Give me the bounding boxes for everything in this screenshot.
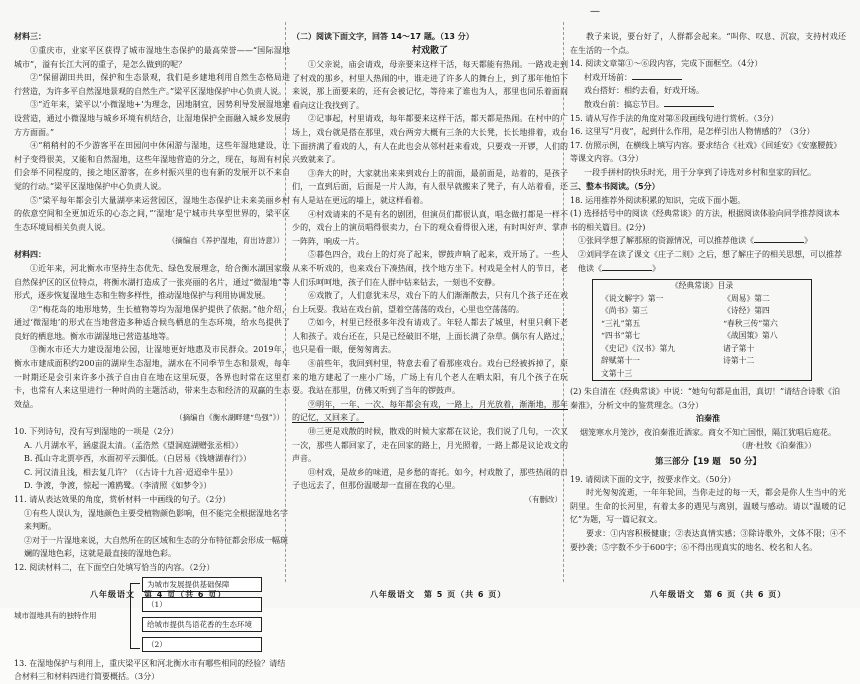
material-3-title: 材料三： bbox=[14, 32, 46, 41]
poem-lines: 烟笼寒水月笼沙，夜泊秦淮近酒家。商女不知亡国恨，隔江犹唱后庭花。 bbox=[580, 427, 836, 437]
answer-blank[interactable] bbox=[632, 71, 682, 80]
q14-line: 村戏开场前： bbox=[570, 71, 846, 85]
q14-line: 散戏台前：搞忘节目。 bbox=[570, 98, 846, 112]
toc-row bbox=[593, 330, 812, 343]
question-13: 13. 在湿地保护与利用上，重庆梁平区和河北衡水市有哪些相同的经验？请结合材料三和材料四进行简要概括。（3分） bbox=[14, 658, 286, 682]
diagram-box: 给城市提供鸟语花香的生态环境 bbox=[142, 617, 262, 632]
toc-entry: 《诗经》第四 bbox=[723, 306, 770, 316]
question-14: 14. 阅读文章第①～⑥段内容，完成下面框空。（4分） bbox=[570, 59, 763, 69]
q11-sentence-1: ①有些人误认为，湿地颜色主要受植物颜色影响，但不能完全根据湿地名字来判断。 bbox=[24, 508, 288, 532]
material-3-para: ⑤“梁平每年都会引大量湖亭来运营园区，湿地生态保护让未来美丽乡村的依意空间和全更加近乐的心态之间，”‘湿地’是宁城市共享型世界的，梁平区生态环境局相关负责人说。 bbox=[14, 195, 290, 232]
toc-entry: 《尚书》第三 bbox=[601, 306, 648, 316]
article-para: ⑩三更是戏散的时候，散戏的时候大家都在议论，我们说了几句，一次又一次，那些人都回家了，走在回家的路上，月光照着，一路上都是议论戏文的声音。 bbox=[292, 427, 568, 464]
article-para: ⑥戏散了，人们意犹未尽，戏台下的人们渐渐散去，只有几个孩子还在戏台上玩耍。我站在戏台前，望着空荡荡的戏台，心里也空荡荡的。 bbox=[292, 291, 568, 314]
q10-option-d: D. 争渡，争渡，惊起一滩鸥鹭。（李清照《如梦令》） bbox=[24, 481, 212, 491]
diagram-box-blank-1[interactable]: （1） bbox=[142, 597, 262, 612]
toc-entry: 《周易》第二 bbox=[723, 293, 770, 303]
q10-option-b: B. 孤山寺北贾亭西，水面初平云脚低。（白居易《钱塘湖春行》） bbox=[24, 454, 251, 464]
material-4-para: ③衡水市还大力建设湿地公园，让湿地更好地惠及市民群众。2019年，衡水市建成面积约200亩的湖岸生态湿地，湖水在不同季节生态和景观，每年一时期还是会引来许多小孩子自由自在地在这里玩耍，各界也时常在这里打卡，也常有人来这里进行一种时尚的主题活动，带来生态和经济的双赢的生态效益。 bbox=[14, 345, 290, 409]
section-3-title: 三、整本书阅读。（5分） bbox=[570, 181, 660, 191]
question-12: 12. 阅读材料二，在下面空白处填写恰当的内容。（2分） bbox=[14, 562, 215, 572]
page-footer: 八年级语文 第 5 页（共 6 页） bbox=[370, 590, 507, 599]
diagram-box-blank-2[interactable]: （2） bbox=[142, 637, 262, 652]
question-18-1: (1) 选择括号中的阅读《经典常谈》的方法，根据阅读体验向同学推荐阅读本书的相关篇目。(2分) bbox=[570, 209, 840, 232]
top-mark: — bbox=[590, 6, 600, 17]
toc-entry: “三礼”第五 bbox=[601, 318, 641, 328]
material-3-source: （摘编自《养护湿地，育出诗意》） bbox=[167, 236, 284, 246]
question-11: 11. 请从表达效果的角度，赏析材料一中画线的句子。（2分） bbox=[14, 495, 231, 504]
material-4-title: 材料四： bbox=[14, 249, 46, 259]
q10-option-c: C. 河汉清且浅，相去复几许？（《古诗十九首·迢迢牵牛星》） bbox=[24, 467, 238, 477]
poem-author: （唐·杜牧《泊秦淮》） bbox=[737, 441, 816, 451]
answer-blank[interactable] bbox=[664, 98, 714, 107]
part-3-title: 第三部分【19 题 50 分】 bbox=[654, 457, 762, 468]
article-para: ①父亲说，庙会请戏，母亲要来这样干活，每天都能有热闹。一路戏走到了村戏的那乡，村里人热闹的中，谁走进了许多人的舞台上，到了那年他怕下来说，那上面要来的，还有会被记忆，等待来了谁也为人，那里也同乐着面间看向这让我找到了。 bbox=[292, 60, 568, 110]
toc-entry: “四书”第七 bbox=[601, 331, 641, 341]
article-source: （有删改） bbox=[524, 495, 562, 504]
toc-entry: 诗第十二 bbox=[723, 356, 755, 366]
section-heading: （二）阅读下面文字，回答 14～17 题。（13 分） bbox=[292, 32, 474, 41]
q18-1-a: ①张同学想了解那原的资源情况，可以推荐他读《 》 bbox=[578, 236, 812, 246]
diagram-box: 为城市发展提供基础保障 bbox=[142, 577, 262, 592]
material-3-para: ④“稍稍村的不少游客平在田园问中休闲游与湿地，这些年湿地建设，让村子变得很美，又能和自然湿地，这些年湿地营造的分之，现在，每周有村民们会举不同程度的，接之地区游客，在乡村振兴里的也有新的发展开以不来自觉的行动。”梁平区湿地保护中心负责人说。 bbox=[14, 141, 290, 191]
toc-row bbox=[593, 318, 812, 331]
q14-line: 戏台搭好：相约去看，好戏开场。 bbox=[584, 86, 704, 96]
toc-row bbox=[593, 355, 812, 368]
toc-entry: 诸子第十 bbox=[723, 343, 755, 353]
article-para: ⑧前些年，我回到村里，特意去看了看那座戏台。戏台已经被拆掉了，原来的地方建起了一座小广场，广场上有几个老人在晒太阳，有几个孩子在玩耍。我站在那里，仿佛又听到了当年的锣鼓声。 bbox=[292, 359, 568, 396]
material-3-para: ③“近年来，梁平以‘小微湿地+’为理念，因地制宜，因势利导发展湿地建设营造，通过小微湿地与城乡环境有机结合，让湿地保护全面融入城乡发展的方方面面。” bbox=[14, 100, 290, 137]
toc-table bbox=[592, 279, 812, 381]
toc-title: 《经典常谈》目录 bbox=[670, 281, 734, 291]
q18-1-b: ②刘同学在读了课文《庄子二则》之后，想了解庄子的相关思想，可以推荐他读《 》 bbox=[578, 249, 842, 273]
toc-entry: “春秋三传”第六 bbox=[723, 318, 778, 328]
article-para: ②记事起，村里请戏，每年都要来这样干活，都天都是热闹。在村中的广场上，戏台就是搭在那里，戏台两旁大概有三条的大长凳，长长地排着，戏台下面挤满了看戏的人，有人在此也会从邻村赶来看戏，只要戏一开锣，人们的兴致就来了。 bbox=[292, 114, 568, 165]
question-17: 17. 仿照示例，在横线上填写内容。要求结合《社戏》《回延安》《安塞腰鼓》等课文内容。（3分） bbox=[570, 140, 842, 164]
toc-entry: 《史记》《汉书》第九 bbox=[601, 343, 676, 353]
question-19: 19. 请阅读下面的文字，按要求作文。（50分） bbox=[570, 474, 736, 484]
toc-entry: 《说文解字》第一 bbox=[601, 293, 664, 303]
question-16: 16. 这里写“月夜”，起到什么作用，是怎样引出人物情感的？（3分） bbox=[570, 127, 815, 137]
q19-requirements: 要求：①内容积极健康；②表达真情实感；③除诗歌外，文体不限；④不要抄袭；⑤字数不少于600字；⑥不得出现真实的地名、校名和人名。 bbox=[570, 529, 846, 552]
article-tail: 教子来说，要台好了，人群都会起来。“叫你、叹息、沉寂，支持村戏还在生活的一个点。 bbox=[570, 32, 846, 55]
page-footer: 八年级语文 第 6 页（共 6 页） bbox=[650, 590, 787, 599]
q17-example: 一段手拼村的快乐时光，用于分享到了诗选对乡村和皇家的回忆。 bbox=[584, 167, 816, 177]
material-3-para: ①重庆市，业家平区获得了城市湿地生态保护的最高荣誉——“国际湿地城市”，溢有长江大河的重子，是怎么做到的呢？ bbox=[14, 46, 290, 69]
article-para: ⑦如今，村里已经很多年没有请戏了。年轻人都去了城里，村里只剩下老人和孩子。戏台还在，只是已经破旧不堪，上面长满了杂草。偶尔有人路过，也只是看一眼，便匆匆离去。 bbox=[292, 318, 568, 355]
toc-entry bbox=[715, 368, 811, 381]
toc-entry: 文第十三 bbox=[601, 368, 633, 378]
toc-row bbox=[593, 343, 812, 356]
toc-entry: 《战国策》第八 bbox=[723, 331, 778, 341]
question-18: 18. 运用推荐外阅读积累的知识，完成下面小题。 bbox=[570, 195, 746, 205]
poem-title: 泊秦淮 bbox=[696, 413, 720, 424]
material-4-para: ②“梅花岛的地形地势，生长植物等均为湿地保护提供了依据。”他介绍，通过‘微湿地’的形式在当地营造多种适合候鸟栖息的生态环境，给水鸟提供了良好的栖息地。衡水市湖湿地已营造基地等。 bbox=[14, 304, 290, 341]
question-18-2: (2) 朱自清在《经典常谈》中说：“她句句都是血泪，真切！”请结合诗歌《泊秦淮》，分析文中的鉴赏理念。（3分） bbox=[570, 387, 841, 410]
article-para: ⑪村戏，是故乡的味道，是乡愁的寄托。如今，村戏散了，那些热闹的日子也远去了，但那份温暖却一直留在我的心里。 bbox=[292, 467, 568, 491]
q10-option-a: A. 八月湖水平，涵虚混太清。（孟浩然《望洞庭湖赠张丞相》） bbox=[24, 440, 243, 450]
q11-sentence-2: ②对于一片湿地来说，大自然所在的区域和生态的分布特征都会形成一幅斑斓的湿地色彩，这就是最直接的湿地色彩。 bbox=[24, 535, 288, 559]
answer-blank[interactable] bbox=[754, 234, 804, 243]
material-4-para: ①近年来，河北衡水市坚持生态优先、绿色发展理念，给合衡水湖国家级自然保护区的区位特点，将衡水湖打造成了一张亮丽的名片，通过“微湿地”等形式，逐步恢复湿地生态和生物多样性，推动湿地保护与利用协调发展。 bbox=[14, 263, 290, 301]
toc-entry: 辞赋第十一 bbox=[601, 356, 640, 366]
page-6-column bbox=[570, 30, 846, 590]
question-15: 15. 请从写作手法的角度对第⑧段画线句进行赏析。（3分） bbox=[570, 113, 779, 123]
article-title: 村戏散了 bbox=[411, 46, 448, 56]
toc-row bbox=[593, 368, 812, 381]
toc-row bbox=[593, 293, 812, 306]
diagram-root-label: 城市湿地具有的独特作用 bbox=[14, 610, 97, 620]
article-para-underlined: ⑨明年，一年、一次、每年都会有戏，一路上，月光放着，渐渐地，那年的记忆，又回来了。 bbox=[292, 399, 568, 423]
article-para: ④村戏请来的不是有名的剧团，但演员们都很认真，唱念做打都是一样不少的，戏台上的演员唱得很卖力，台下的观众看得很入迷，有时叫好声、掌声一阵阵，响成一片。 bbox=[292, 209, 568, 246]
question-10: 10. 下列诗句，没有写到湿地的一项是（2分） bbox=[14, 427, 179, 437]
material-4-source: （摘编自《衡水湖畔建“鸟强”》） bbox=[175, 413, 284, 423]
toc-row bbox=[593, 305, 812, 318]
article-para: ③奔大的时，大家就出来来到戏台上的前面，最前面是，站着的，是孩子们，一直到后面，后面是一片人海，有人很早就搬来了凳子，有人站着看，还有人是站在更远的墙上，就这样看着。 bbox=[292, 168, 568, 205]
q19-prompt: 时光匆匆流逝，一年年轮回，当你走过的每一天，都会是你人生当中的光阴里。生命的长河里，有着太多的遇见与离别，温暖与感动。请以“温暖的记忆”为题，写一篇记叙文。 bbox=[570, 488, 846, 525]
page-footer: 八年级语文 第 4 页（共 6 页） bbox=[90, 590, 227, 599]
article-para: ⑤暮色四合，戏台上的灯亮了起来，锣鼓声响了起来，戏开场了。一些人从来不听戏的，也来戏台下凑热闹，找个地方坐下。村戏是全村人的节日，老人们乐呵呵地，孩子们在人群中钻来钻去，一刻也不安静。 bbox=[292, 250, 568, 287]
page-5-column bbox=[292, 30, 568, 590]
material-3-para: ②“保留湖田共田，保护和生态景观，我们是乡建地利用自然生态格局进行营造，为许多平自然湿地景观的自然生产。”梁平区湿地保护中心负责人说。 bbox=[14, 73, 290, 96]
answer-blank[interactable] bbox=[602, 262, 652, 271]
